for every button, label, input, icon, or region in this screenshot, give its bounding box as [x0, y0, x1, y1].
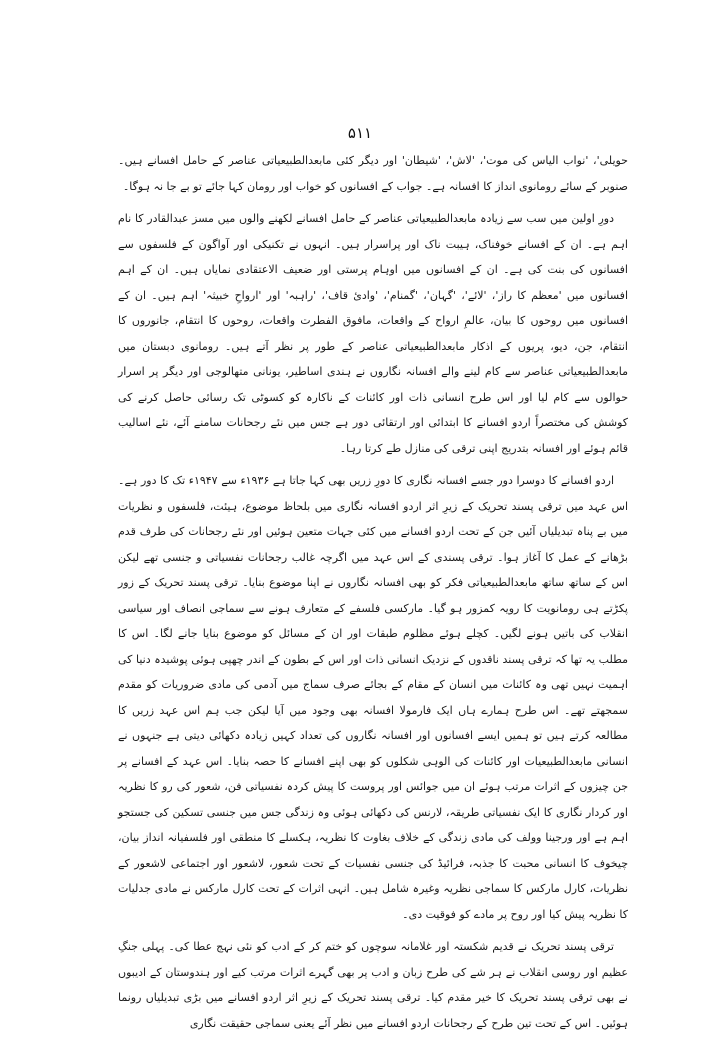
paragraph-1: حویلی'، 'نواب الیاس کی موت'، 'لاش'، 'شیطان' اور دیگر کئی مابعدالطبیعیاتی عناصر کے حامل افسانے ہیں۔ صنوبر کے سائے رومانوی انداز کا افسانہ ہے۔ جواب کے افسانوں کو خواب اور رومان کہا جائے تو بے جا نہ ہوگا۔: [118, 154, 628, 193]
paragraph-3: اردو افسانے کا دوسرا دور جسے افسانہ نگاری کا دورِ زریں بھی کہا جاتا ہے ۱۹۳۶ء سے ۱۹۴۷ء تک کا دور ہے۔ اس عہد میں ترقی پسند تحریک کے زیرِ اثر اردو افسانہ نگاری میں بلحاظ موضوع، ہیئت، فلسفوں و نظریات میں بے پناہ تبدیلیاں آئیں جن کے تحت اردو افسانے میں کئی جہات متعین ہوئیں اور نئے رجحانات کی طرف قدم بڑھانے کے عمل کا آغاز ہوا۔ ترقی پسندی کے اس عہد میں اگرچہ غالب رجحانات نفسیاتی و جنسی تھے لیکن اس کے ساتھ ساتھ مابعدالطبیعیاتی فکر کو بھی افسانہ نگاروں نے اپنا موضوع بنایا۔ ترقی پسند تحریک کے زور پکڑتے ہی رومانویت کا رویہ کمزور ہو گیا۔ مارکسی فلسفے کے متعارف ہونے سے سماجی انصاف اور سیاسی انقلاب کی باتیں ہونے لگیں۔ کچلے ہوئے مظلوم طبقات اور ان کے مسائل کو موضوع بنایا جانے لگا۔ اس کا مطلب یہ تھا کہ ترقی پسند ناقدوں کے نزدیک انسانی ذات اور اس کے بطون کے اندر چھپی ہوئی پوشیدہ دنیا کی اہمیت نہیں تھی وہ کائنات میں انسان کے مقام کے بجائے صرف سماج میں آدمی کی مادی ضروریات کو مقدم سمجھتے تھے۔ اس طرح ہمارے ہاں ایک فارمولا افسانہ بھی وجود میں آیا لیکن جب ہم اس عہد زریں کا مطالعہ کرتے ہیں تو ہمیں ایسے افسانوں اور افسانہ نگاروں کی تعداد کہیں زیادہ دکھائی دیتی ہے جنہوں نے انسانی مابعدالطبیعیات اور کائنات کی الوہی شکلوں کو بھی اپنے افسانے کا حصہ بنایا۔ اس عہد کے افسانے پر جن چیزوں کے اثرات مرتب ہوئے ان میں جوائس اور پروست کا پیش کردہ نفسیاتی فن، شعور کی رو کا نظریہ اور کردار نگاری کا ایک نفسیاتی طریقہ، لارنس کی دکھائی ہوئی وہ زندگی جس میں جنسی تسکین کی جستجو اہم ہے اور ورجینا وولف کی مادی زندگی کے خلاف بغاوت کا نظریہ، ہکسلے کا منطقی اور فلسفیانہ انداز بیان، چیخوف کا انسانی محبت کا جذبہ، فرائیڈ کی جنسی نفسیات کے تحت شعور، لاشعور اور اجتماعی لاشعور کے نظریات، کارل مارکس کا سماجی نظریہ وغیرہ شامل ہیں۔ انہی اثرات کے تحت کارل مارکس نے مادی جدلیات کا نظریہ پیش کیا اور روح پر مادے کو فوقیت دی۔: [118, 474, 628, 921]
page-number: ۵۱۱: [347, 124, 373, 142]
paragraph-4: ترقی پسند تحریک نے قدیم شکستہ اور غلامانہ سوچوں کو ختم کر کے ادب کو نئی نہج عطا کی۔ پہلی جنگِ عظیم اور روسی انقلاب نے ہر شے کی طرح زبان و ادب پر بھی گہرے اثرات مرتب کیے اور ہندوستان کے ادیبوں نے بھی ترقی پسند تحریک کا خیر مقدم کیا۔ ترقی پسند تحریک کے زیرِ اثر اردو افسانے میں بڑی تبدیلیاں رونما ہوئیں۔ اس کے تحت تین طرح کے رجحانات اردو افسانے میں نظر آئے یعنی سماجی حقیقت نگاری: [118, 940, 628, 1030]
page-body: [118, 148, 628, 1043]
paragraph-2: دورِ اولین میں سب سے زیادہ مابعدالطبیعیاتی عناصر کے حامل افسانے لکھنے والوں میں مسز عبدالقادر کا نام اہم ہے۔ ان کے افسانے خوفناک، ہیبت ناک اور پراسرار ہیں۔ انہوں نے تکنیکی اور آواگون کے فلسفوں سے افسانوں کی بنت کی ہے۔ ان کے افسانوں میں اوہام پرستی اور ضعیف الاعتقادی نمایاں ہیں۔ ان کے اہم افسانوں میں 'معظم کا راز'، 'لائے'، 'گہان'، 'گمنام'، 'وادیٔ قاف'، 'راہبہ' اور 'ارواحِ خبیثہ' اہم ہیں۔ ان کے افسانوں میں روحوں کا بیان، عالمِ ارواح کے واقعات، مافوق الفطرت واقعات، روحوں کا انتقام، جانوروں کا انتقام، جن، دیو، پریوں کے اذکار مابعدالطبیعیاتی عناصر کے طور پر نظر آتے ہیں۔ رومانوی دبستان میں مابعدالطبیعیاتی عناصر سے کام لینے والے افسانہ نگاروں نے ہندی اساطیر، یونانی متھالوجی اور دیگر پر اسرار حوالوں سے کام لیا اور اس طرح انسانی ذات اور کائنات کے ناکارہ کو کسوٹی تک رسائی حاصل کرنے کی کوشش کی مختصراً اردو افسانے کا ابتدائی اور ارتقائی دور ہے جس میں نئے رجحانات سامنے آئے، نئے اسالیب قائم ہوئے اور افسانہ بتدریج اپنی ترقی کی منازل طے کرتا رہا۔: [118, 212, 628, 455]
